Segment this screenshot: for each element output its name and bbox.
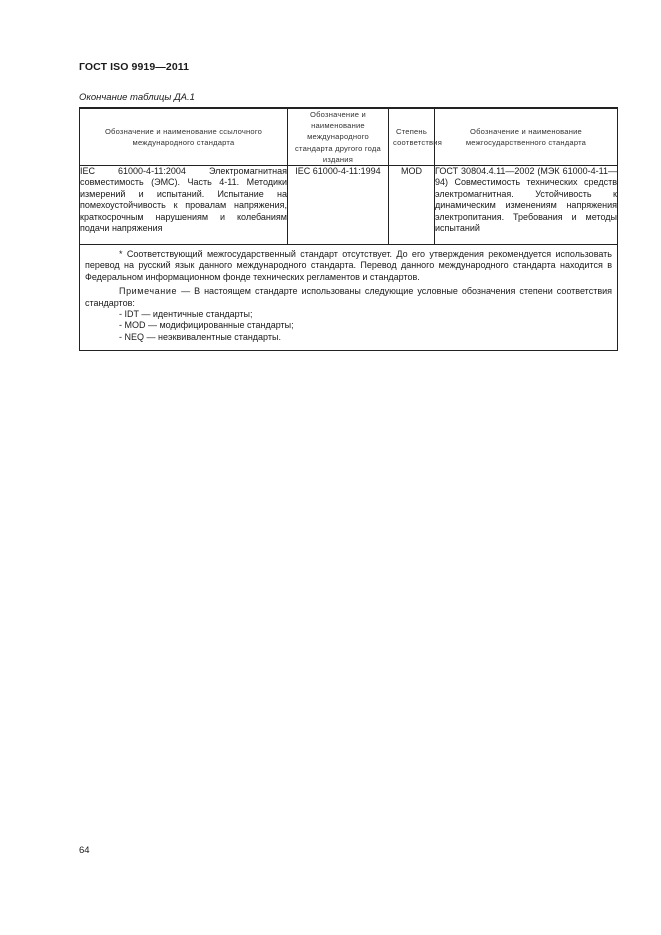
header-ref-standard: Обозначение и наименование ссылочного международного стандарта [80, 108, 288, 166]
cell-ref-standard: IEC 61000-4-11:2004 Электромагнитная совместимость (ЭМС). Часть 4-11. Методики измерений и испытаний. Испытание на помехоустойчивость к провалам напряжения, краткосрочным нарушениям и колебаниям подачи напряжения [80, 166, 288, 245]
note-paragraph [85, 286, 612, 309]
note-item-mod: - MOD — модифицированные стандарты; [119, 320, 294, 331]
header-interstate: Обозначение и наименование межгосударственного стандарта [435, 108, 618, 166]
note-item-idt: - IDT — идентичные стандарты; [119, 309, 253, 320]
header-other-year: Обозначение и наименование международного стандарта другого года издания [288, 108, 389, 166]
cell-interstate: ГОСТ 30804.4.11—2002 (МЭК 61000-4-11—94) Совместимость технических средств электромагнитная. Устойчивость к динамическим изменениям напряжения электропитания. Требования и методы испытаний [435, 166, 618, 245]
cell-other-year: IEC 61000-4-11:1994 [288, 166, 389, 245]
header-degree: Степень соответствия [389, 108, 435, 166]
page-number: 64 [79, 845, 90, 856]
note-text: — В настоящем стандарте использованы следующие условные обозначения степени соответствия стандартов: [85, 286, 612, 308]
footnote-text: * Соответствующий межгосударственный стандарт отсутствует. До его утверждения рекомендуется использовать перевод на русский язык данного международного стандарта. Перевод данного международного стандарта находится в Федеральном информационном фонде технических регламентов и стандартов. [85, 249, 612, 282]
note-label: Примечание [119, 286, 178, 297]
notes-row [80, 245, 618, 351]
table-row [80, 166, 618, 245]
table-header-row [80, 108, 618, 166]
notes-cell [80, 245, 618, 351]
cell-degree: MOD [389, 166, 435, 245]
note-item-neq: - NEQ — неэквивалентные стандарты. [119, 331, 281, 342]
document-code: ГОСТ ISO 9919—2011 [79, 61, 190, 73]
table-caption: Окончание таблицы ДА.1 [79, 92, 195, 103]
standards-table [79, 107, 618, 351]
